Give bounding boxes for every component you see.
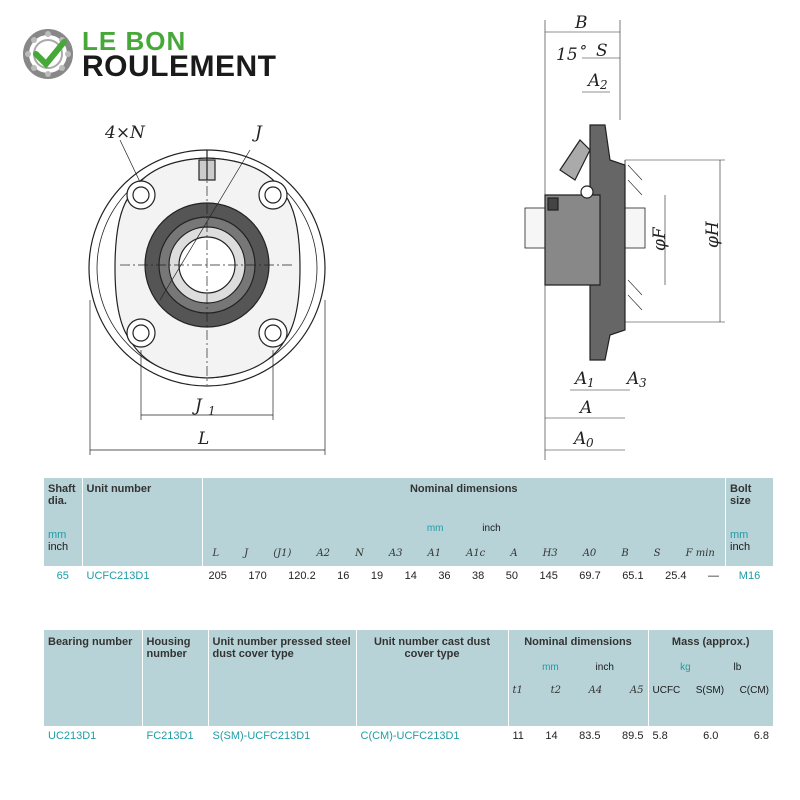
bolt-value: M16 [726, 566, 774, 586]
shaft-value: 65 [44, 566, 82, 586]
symbol-13: F min [685, 548, 715, 559]
label-a: A [580, 398, 593, 418]
table1-row [44, 566, 774, 586]
header-bearing: Bearing number [44, 630, 142, 726]
mass-value-2: 6.8 [753, 730, 769, 742]
header-housing: Housing number [142, 630, 208, 726]
mass-value-1: 6.0 [703, 730, 719, 742]
symbol-9: H3 [542, 548, 558, 559]
label-a2: A [588, 71, 601, 91]
symbol-10: A0 [582, 548, 597, 559]
symbol-12: S [653, 548, 661, 559]
mass-value-0: 5.8 [652, 730, 668, 742]
label-a1: A [575, 369, 588, 389]
dim-value-6: 36 [438, 570, 451, 582]
dim-value-1: 170 [248, 570, 267, 582]
logo-line1: LE BON [82, 26, 187, 56]
dim-value-2: 120.2 [288, 570, 316, 582]
dim-value-8: 50 [505, 570, 518, 582]
dim-value-12: 25.4 [665, 570, 687, 582]
dim-value-0: 205 [208, 570, 227, 582]
label-j1-sub: 1 [208, 404, 216, 418]
dim-value-11: 65.1 [622, 570, 644, 582]
symbol-6: A1 [427, 548, 442, 559]
mass-symbol-2: C(CM) [739, 685, 769, 696]
housing-value: FC213D1 [142, 726, 208, 746]
cast-value: C(CM)-UCFC213D1 [356, 726, 508, 746]
dim2-value-2: 83.5 [579, 730, 601, 742]
label-b: B [575, 13, 588, 33]
header-cast: Unit number cast dust cover type [356, 630, 508, 726]
label-a3: A [627, 369, 640, 389]
label-phi-f: φF [650, 227, 670, 251]
label-j1: J [195, 396, 202, 416]
symbol-5: A3 [388, 548, 403, 559]
pressed-value: S(SM)-UCFC213D1 [208, 726, 356, 746]
label-a2-sub: 2 [600, 78, 608, 92]
symbol2-3: A5 [629, 685, 644, 696]
header-shaft: Shaft dia. mm inch [44, 478, 82, 566]
header-unit: Unit number [82, 478, 202, 566]
dim-value-9: 145 [539, 570, 558, 582]
header-bolt: Bolt size mm inch [726, 478, 774, 566]
symbol2-1: t2 [550, 685, 561, 696]
symbol2-0: t1 [512, 685, 523, 696]
label-l: L [198, 429, 210, 449]
mass-symbol-0: UCFC [652, 685, 681, 696]
label-j: J [255, 123, 262, 143]
label-s: S [596, 41, 608, 61]
label-a3-sub: 3 [639, 376, 647, 390]
dim-value-13: — [707, 570, 719, 582]
dim-value-7: 38 [472, 570, 485, 582]
symbol-2: (J1) [273, 548, 292, 559]
header-nominal2: Nominal dimensions mm inch t1 t2 A4 A5 [508, 630, 648, 726]
label-angle: 15˚ [556, 45, 587, 65]
dim-value-10: 69.7 [579, 570, 601, 582]
header-pressed: Unit number pressed steel dust cover type [208, 630, 356, 726]
table2-row [44, 726, 774, 746]
dim2-value-3: 89.5 [622, 730, 644, 742]
label-4xn: 4×N [105, 123, 145, 143]
unit-value: UCFC213D1 [82, 566, 202, 586]
symbol-4: N [355, 548, 364, 559]
symbol2-2: A4 [588, 685, 603, 696]
dim-value-3: 16 [337, 570, 350, 582]
dim2-value-0: 11 [512, 730, 524, 742]
logo-line2: ROULEMENT [82, 50, 277, 83]
symbol-7: A1c [466, 548, 486, 559]
label-a1-sub: 1 [587, 376, 595, 390]
dim-value-4: 19 [370, 570, 384, 582]
table-dimensions [44, 478, 774, 586]
label-a0: A [574, 429, 587, 449]
header-nominal: Nominal dimensions mm inch L J (J1) A2 N A3 A1 A1c A H3 A0 B S F min [202, 478, 726, 566]
front-view [89, 140, 325, 455]
symbol-1: J [244, 548, 249, 559]
header-mass: Mass (approx.) kg lb UCFC S(SM) C(CM) [648, 630, 774, 726]
dim2-value-1: 14 [545, 730, 558, 742]
symbol-0: L [212, 548, 220, 559]
symbol-8: A [510, 548, 518, 559]
label-a0-sub: 0 [586, 436, 594, 450]
side-view [525, 20, 725, 460]
symbol-11: B [621, 548, 629, 559]
mass-symbol-1: S(SM) [695, 685, 725, 696]
label-phi-h3: φH [703, 221, 723, 248]
symbol-3: A2 [316, 548, 331, 559]
bearing-value: UC213D1 [44, 726, 142, 746]
dim-value-5: 14 [404, 570, 417, 582]
table-bearing [44, 630, 774, 746]
